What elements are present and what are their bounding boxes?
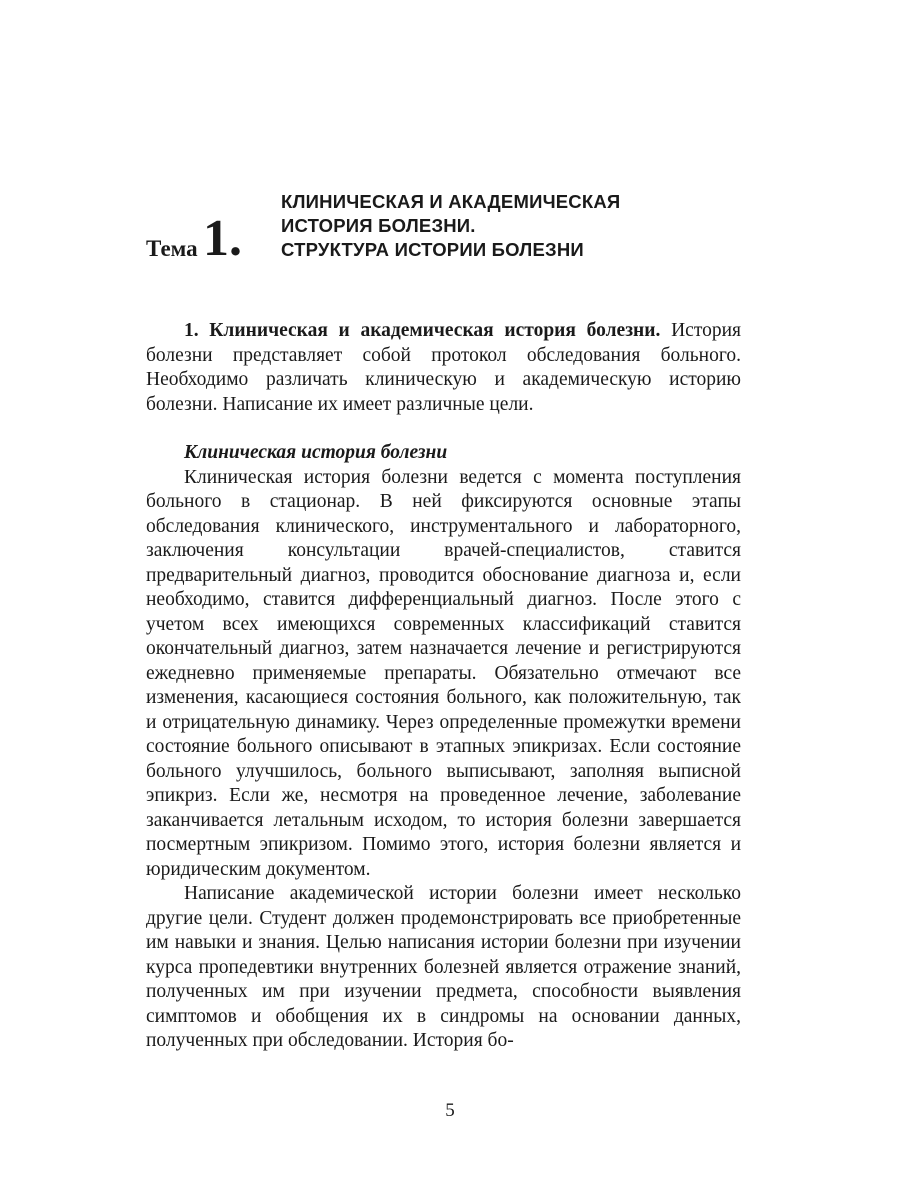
- chapter-title-line: ИСТОРИЯ БОЛЕЗНИ.: [281, 215, 476, 236]
- academic-history-paragraph: Написание академической истории болезни имеет несколько другие цели. Студент должен продемонстрировать все приобретенные им навыки и знания. Целью написания истории болезни при изучении курса пропедевтики внутренних болезней является отражение знаний, полученных им при изучении предмета, способности выявления симптомов и обобщения их в синдромы на основании данных, полученных при обследовании. История бо-: [146, 883, 741, 1051]
- chapter-title-line: СТРУКТУРА ИСТОРИИ БОЛЕЗНИ: [281, 239, 584, 260]
- chapter-title-line: КЛИНИЧЕСКАЯ И АКАДЕМИЧЕСКАЯ: [281, 191, 621, 212]
- clinical-history-paragraph: Клиническая история болезни ведется с момента поступления больного в стационар. В ней фиксируются основные этапы обследования клинического, инструментального и лабораторного, заключения консультации врачей-специалистов, ставится предварительный диагноз, проводится обоснование диагноза и, если необходимо, ставится дифференциальный диагноз. После этого с учетом всех имеющихся современных классификаций ставится окончательный диагноз, затем назначается лечение и регистрируются ежедневно применяемые препараты. Обязательно отмечают все изменения, касающиеся состояния больного, как положительную, так и отрицательную динамику. Через определенные промежутки времени состояние больного описывают в этапных эпикризах. Если состояние больного улучшилось, больного выписывают, заполняя выписной эпикриз. Если же, несмотря на проведенное лечение, заболевание заканчивается летальным исходом, то история болезни завершается посмертным эпикризом. Помимо этого, история болезни является и юридическим документом.: [146, 466, 741, 880]
- clinical-history-subheading: Клиническая история болезни: [184, 442, 448, 463]
- body-text: [146, 319, 741, 1054]
- chapter-label: Тема: [146, 236, 198, 261]
- section-1-text: История болезни представляет собой протокол обследования больного. Необходимо различать клиническую и академическую историю болезни. Написание их имеет различные цели.: [146, 320, 741, 415]
- chapter-number: 1.: [203, 210, 242, 267]
- section-1-paragraph: [146, 319, 741, 417]
- page-number: 5: [445, 1100, 455, 1121]
- section-1-heading: 1. Клиническая и академическая история болезни.: [184, 320, 661, 341]
- chapter-title: [281, 190, 751, 262]
